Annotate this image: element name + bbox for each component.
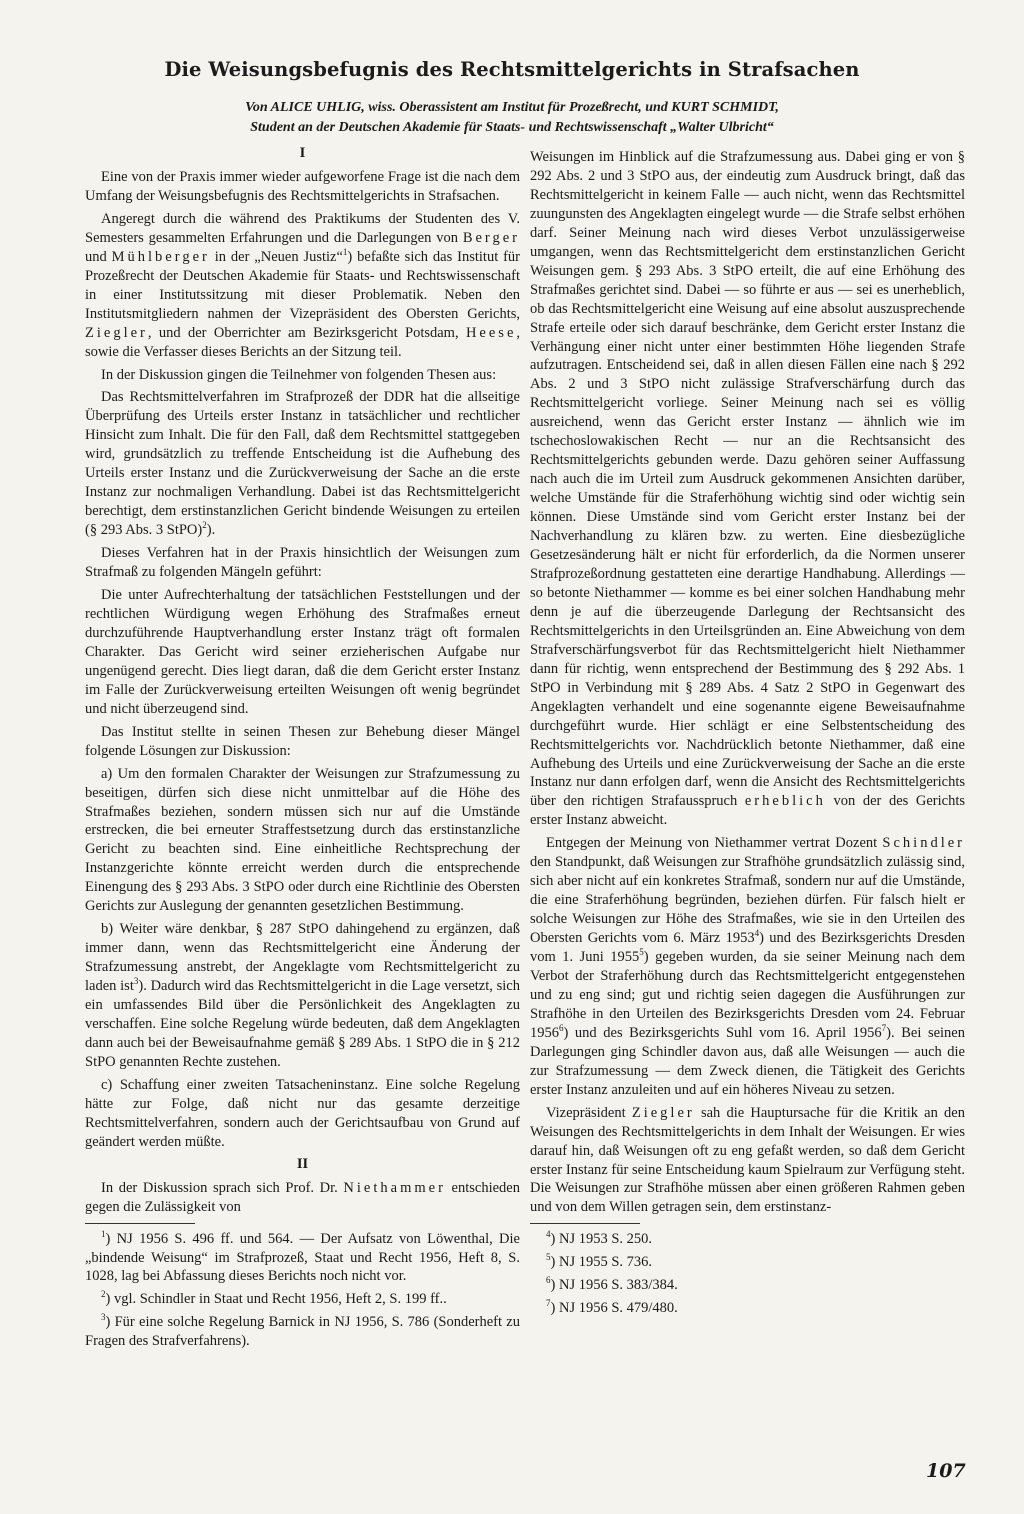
paragraph: Eine von der Praxis immer wieder aufgeworfene Frage ist die nach dem Umfang der Weisungsbefugnis des Rechtsmittelgerichts in Strafsachen. xyxy=(85,169,520,204)
spaced-name: Heese xyxy=(465,324,517,341)
paragraph: Vizepräsident Ziegler sah die Hauptursache für die Kritik an den Weisungen des Rechtsmittelgerichts in dem Inhalt der Weisungen. Er wies darauf hin, daß Weisungen oft zu eng gefaßt werden, so daß dem Gericht erster Instanz für seine Entscheidung kaum Spielraum zur Verfügung steht. Die Weisungen zur Strafhöhe müssen aber einen größeren Rahmen geben und von dem Willen getragen sein, dem erstinstanz- xyxy=(530,1104,965,1216)
footnote-4: $^4$) NJ 1953 S. 250. xyxy=(546,1229,653,1248)
footnote-ref: 3 xyxy=(133,976,139,987)
footnote-rule xyxy=(530,1223,640,1224)
author-line-1: Von ALICE UHLIG, wiss. Oberassistent am Institut für Prozeßrecht, und KURT SCHMIDT, xyxy=(245,100,779,115)
paragraph: Weisungen im Hinblick auf die Strafzumessung aus. Dabei ging er von § 292 Abs. 2 und 3 StPO aus, der eindeutig zum Ausdruck bringt, daß das Rechtsmittelgericht in keinem Falle — auch nicht, wenn das Rechtsmittel zuungunsten des Angeklagten eingelegt wurde — die Strafe selbst erhöhen darf. Seiner Meinung nach wird dieses Verbot unzulässigerweise umgangen, wenn das Rechtsmittelgericht dem erstinstanzlichen Gericht Weisungen gem. § 293 Abs. 3 StPO erteilt, die auf eine Erhöhung des Strafmaßes gerichtet sind. Dabei — so führte er aus — sei es unerheblich, ob das Rechtsmittelgericht eine Weisung auf eine absolut auszusprechende Strafe erteile oder sich darauf beschränke, dem Gericht erster Instanz die Verhängung einer nicht unter einer bestimmten Höhe liegenden Strafe aufzutragen. Entscheidend sei, daß in allen diesen Fällen eine nach § 292 Abs. 2 und 3 StPO nicht zulässige Strafverschärfung durch das Rechtsmittelgericht vorliege. Seiner Meinung nach sei es völlig ausreichend, wenn das Gericht erster Instanz — ähnlich wie im tschechoslowakischen Recht — nur an die Rechtsansicht des Rechtsmittelgerichts gebunden werde. Dazu gehören seiner Auffassung nach auch die im Urteil zum Ausdruck gekommenen Ansichten darüber, welche Umstände für die Straferhöhung wichtig sind oder wichtig sein können. Diese Umstände sind vom Gericht erster Instanz bei der Nachverhandlung zu klären bzw. zu werten. Eine diesbezügliche Gesetzesänderung hält er nicht für erforderlich, da die Normen unserer Strafprozeßordnung gestatteten eine derartige Handhabung. Allerdings — so betonte Niethammer — komme es bei einer solchen Handhabung mehr denn je auf die überzeugende Darlegung der Rechtsansicht des Rechtsmittelgerichts in den Urteilsgründen an. Eine Abweichung von dem Strafverschärfungsverbot für das Rechtsmittelgericht hielt Niethammer dann für richtig, wenn entsprechend der Bestimmung des § 292 Abs. 1 StPO in Verbindung mit § 289 Abs. 4 Satz 2 StPO in Gegenwart des Angeklagten verhandelt und eine sogenannte eigene Beweisaufnahme durchgeführt wurde. Hier schlägt er eine Selbstentscheidung des Rechtsmittelgerichts vor. Nachdrücklich betonte Niethammer, daß eine Aufhebung des Urteils und eine Zurückverweisung der Sache an die erste Instanz nur dann erfolgen darf, wenn die Ansicht des Rechtsmittelgerichts über den richtigen Strafausspruch erheblich von der des Gerichts erster Instanz abweicht. xyxy=(530,149,966,829)
paragraph: In der Diskussion gingen die Teilnehmer von folgenden Thesen aus: xyxy=(101,366,497,383)
footnote-ref: 7 xyxy=(881,1023,887,1034)
paragraph: b) Weiter wäre denkbar, § 287 StPO dahingehend zu ergänzen, daß immer dann, wenn das Rechtsmittelgericht eine Änderung der Strafzumessung anstrebt, der Angeklagte vom Rechtsmittelgericht zu laden ist$^3$). Dadurch wird das Rechtsmittelgericht in die Lage versetzt, sich ein umfassendes Bild über die Persönlichkeit des Angeklagten zu verschaffen. Eine solche Regelung würde bedeuten, daß dem Angeklagten dann auch bei der Beweisaufnahme gemäß § 289 Abs. 1 StPO die in § 212 StPO genannten Rechte zustehen. xyxy=(85,921,520,1070)
page-number: 107 xyxy=(926,1460,966,1482)
footnote-ref: 2 xyxy=(202,520,207,531)
left-column xyxy=(85,145,520,1355)
spaced-name: Ziegler xyxy=(85,324,148,341)
footnote-ref: 5 xyxy=(639,947,644,958)
section-heading-2: II xyxy=(296,1155,309,1172)
author-line-2: Student an der Deutschen Akademie für Staats- und Rechtswissenschaft „Walter Ulbricht“ xyxy=(250,120,774,135)
footnote-2: $^2$) vgl. Schindler in Staat und Recht 1956, Heft 2, S. 199 ff.. xyxy=(101,1289,447,1308)
footnote-7: $^7$) NJ 1956 S. 479/480. xyxy=(546,1298,678,1317)
paragraph: Das Institut stellte in seinen Thesen zur Behebung dieser Mängel folgende Lösungen zur Diskussion: xyxy=(85,723,520,759)
footnote-5: $^5$) NJ 1955 S. 736. xyxy=(546,1252,653,1271)
article-title: Die Weisungsbefugnis des Rechtsmittelgerichts in Strafsachen xyxy=(164,58,860,81)
footnote-6: $^6$) NJ 1956 S. 383/384. xyxy=(546,1275,678,1294)
spaced-name: Berger xyxy=(462,229,521,246)
spaced-word: erheblich xyxy=(744,793,826,810)
footnote-ref: 1 xyxy=(342,246,348,257)
paragraph: Entgegen der Meinung von Niethammer vertrat Dozent Schindler den Standpunkt, daß Weisungen zur Strafhöhe grundsätzlich zulässig sind, sich aber nicht auf ein konkretes Strafmaß, sondern nur auf die Umstände, die eine Straferhöhung begründen, beziehen dürfen. Für falsch hielt er solche Weisungen zur Höhe des Strafmaßes, wie sie in den Urteilen des Obersten Gerichts vom 6. März 1953$^4$) und des Bezirksgerichts Dresden vom 1. Juni 1955$^5$) gegeben wurden, da sie seiner Meinung nach dem Verbot der Straferhöhung durch das Rechtsmittelgericht entgegenstehen und zu eng sind; gut und richtig seien dagegen die Ausführungen zur Strafhöhe in den Urteilen des Bezirksgerichts Dresden vom 24. Februar 1956$^6$) und des Bezirksgerichts Suhl vom 16. April 1956$^7$). Bei seinen Darlegungen ging Schindler davon aus, daß alle Weisungen — auch die zur Strafzumessung — dem Zweck dienen, die Tätigkeit des Gerichts erster Instanz anzuleiten und auf ein höheres Niveau zu setzen. xyxy=(530,835,965,1098)
spaced-name: Mühlberger xyxy=(111,248,210,265)
spaced-name: Schindler xyxy=(882,835,965,852)
footnote-3: $^3$) Für eine solche Regelung Barnick in NJ 1956, S. 786 (Sonderheft zu Fragen des Strafverfahrens). xyxy=(85,1312,520,1350)
article-authors xyxy=(40,98,984,138)
paragraph: Das Rechtsmittelverfahren im Strafprozeß der DDR hat die allseitige Überprüfung des Urteils erster Instanz in tatsächlicher und rechtlicher Hinsicht zum Inhalt. Die für den Fall, daß dem Rechtsmittel stattgegeben wird, grundsätzlich zu treffende Entscheidung ist die Aufhebung des Urteils erster Instanz und die Zurückverweisung der Sache an die erste Instanz zur nochmaligen Verhandlung. Dabei ist das Rechtsmittelgericht berechtigt, dem erstinstanzlichen Gericht bindende Weisungen zu erteilen (§ 293 Abs. 3 StPO)$^2$). xyxy=(85,389,520,539)
spaced-name: Ziegler xyxy=(631,1104,695,1121)
paragraph: a) Um den formalen Charakter der Weisungen zur Strafzumessung zu beseitigen, dürfen sich diese nicht unmittelbar auf die Höhe des Strafmaßes beziehen, sondern müssen sich nur auf die Umstände erstrecken, die bei erneuter Straffestsetzung durch das erstinstanzliche Gericht zu beachten sind. Eine einheitliche Rechtsprechung der Instanzgerichte könnte erreicht werden durch die entsprechende Einengung des § 293 Abs. 3 StPO oder durch eine Richtlinie des Obersten Gerichts zur Auslegung der genannten gesetzlichen Bestimmung. xyxy=(85,765,520,915)
footnote-1: $^1$) NJ 1956 S. 496 ff. und 564. — Der Aufsatz von Löwenthal, Die „bindende Weisung“ im Strafprozeß, Staat und Recht 1956, Heft 8, S. 1028, lag bei Abfassung dieses Berichts noch nicht vor. xyxy=(85,1228,520,1285)
paragraph: Dieses Verfahren hat in der Praxis hinsichtlich der Weisungen zum Strafmaß zu folgenden Mängeln geführt: xyxy=(85,545,520,581)
paragraph: In der Diskussion sprach sich Prof. Dr. Niethammer entschieden gegen die Zulässigkeit von xyxy=(85,1179,520,1215)
footnote-ref: 4 xyxy=(754,928,760,939)
paragraph: c) Schaffung einer zweiten Tatsacheninstanz. Eine solche Regelung hätte zur Folge, daß nicht nur das gesamte derzeitige Rechtsmittelverfahren, sondern auch der Gerichtsaufbau von Grund auf geändert werden müßte. xyxy=(85,1076,520,1150)
section-heading-1: I xyxy=(299,145,306,161)
paragraph: Die unter Aufrechterhaltung der tatsächlichen Feststellungen und der rechtlichen Würdigung wegen Erhöhung des Strafmaßes erneut durchzuführende Hauptverhandlung erster Instanz trägt oft formalen Charakter. Das Gericht wird seiner erzieherischen Aufgabe nur ungenügend gerecht. Dies liegt daran, daß die dem Gericht erster Instanz im Falle der Zurückverweisung erteilten Weisungen oft wenig begründet und nicht überzeugend sind. xyxy=(85,587,520,717)
right-column xyxy=(530,148,965,1322)
spaced-name: Niethammer xyxy=(343,1179,446,1196)
footnote-ref: 6 xyxy=(559,1023,564,1034)
paragraph: Angeregt durch die während des Praktikums der Studenten des V. Semesters gesammelten Erfahrungen und die Darlegungen von Berger und Mühlberger in der „Neuen Justiz“$^1$) befaßte sich das Institut für Prozeßrecht der Deutschen Akademie für Staats- und Rechtswissenschaft in einer Institutssitzung mit dieser Problematik. Neben den Institutsmitgliedern nahmen der Vizepräsident des Obersten Gerichts, Ziegler, und der Oberrichter am Bezirksgericht Potsdam, Heese, sowie die Verfasser dieses Berichts an der Sitzung teil. xyxy=(85,210,521,360)
footnote-rule xyxy=(85,1223,195,1224)
